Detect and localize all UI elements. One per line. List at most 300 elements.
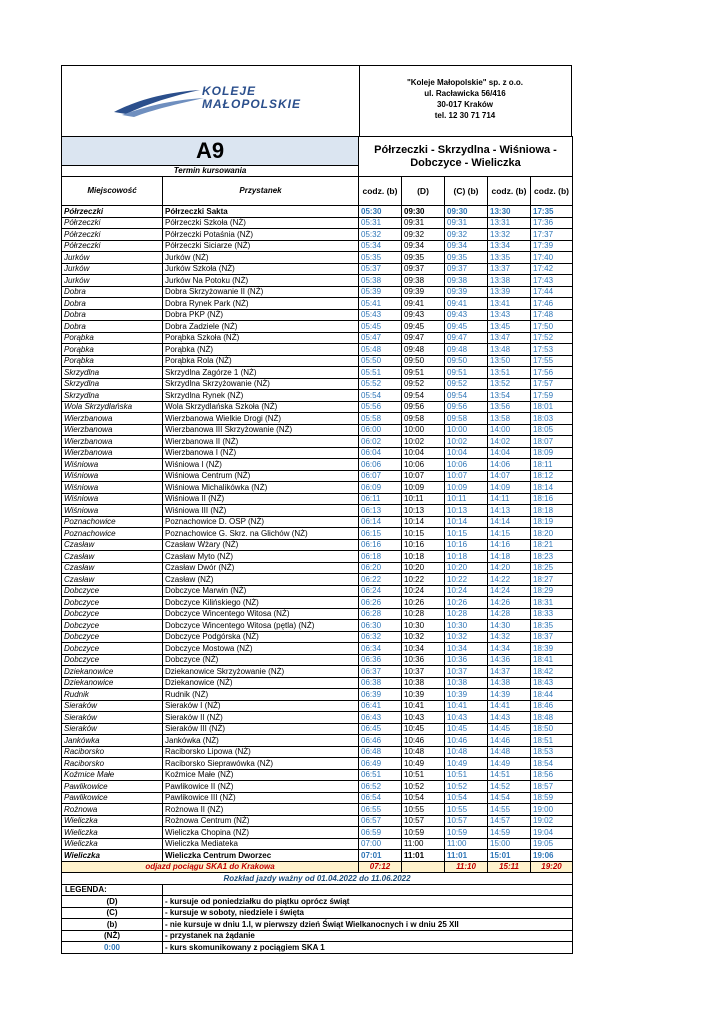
stop-cell: Wierzbanowa III Skrzyżowanie (NŻ)	[163, 424, 359, 436]
time-cell: 13:45	[488, 321, 531, 333]
stop-cell: Rożnowa Centrum (NŻ)	[163, 815, 359, 827]
time-cell: 18:25	[531, 562, 573, 574]
place-cell: Sieraków	[62, 700, 163, 712]
stop-cell: Raciborsko Lipowa (NŻ)	[163, 746, 359, 758]
table-row	[62, 309, 573, 321]
time-cell: 06:38	[359, 677, 402, 689]
place-cell: Wierzbanowa	[62, 447, 163, 459]
time-cell: 10:55	[402, 804, 445, 816]
time-cell: 17:43	[531, 275, 573, 287]
time-cell: 07:00	[359, 838, 402, 850]
time-cell: 10:28	[402, 608, 445, 620]
place-cell: Dziekanowice	[62, 666, 163, 678]
table-row	[62, 758, 573, 770]
time-cell: 14:14	[488, 516, 531, 528]
time-cell: 10:26	[445, 597, 488, 609]
time-cell: 18:27	[531, 574, 573, 586]
stop-cell: Dobczyce (NŻ)	[163, 654, 359, 666]
time-cell: 05:30	[359, 206, 402, 218]
time-cell: 10:46	[402, 735, 445, 747]
route-title: Półrzeczki - Skrzydlna - Wiśniowa - Dobczyce - Wieliczka	[359, 137, 573, 177]
time-cell: 10:46	[445, 735, 488, 747]
time-cell: 10:22	[445, 574, 488, 586]
time-cell: 06:11	[359, 493, 402, 505]
stop-cell: Porąbka Rola (NŻ)	[163, 355, 359, 367]
time-cell: 10:06	[445, 459, 488, 471]
table-row	[62, 413, 573, 425]
legend-desc: - nie kursuje w dniu 1.I, w pierwszy dzień Świąt Wielkanocnych i w dniu 25 XII	[163, 919, 573, 931]
ska-time: 11:10	[445, 861, 488, 873]
table-row	[62, 689, 573, 701]
place-cell: Dobczyce	[62, 585, 163, 597]
time-cell: 14:45	[488, 723, 531, 735]
time-cell: 09:52	[445, 378, 488, 390]
place-cell: Porąbka	[62, 355, 163, 367]
company-city: 30-017 Kraków	[436, 100, 494, 109]
time-cell: 17:56	[531, 367, 573, 379]
time-cell: 10:52	[445, 781, 488, 793]
place-cell: Wiśniowa	[62, 505, 163, 517]
time-cell: 10:48	[445, 746, 488, 758]
logo-text	[202, 85, 301, 111]
time-cell: 18:43	[531, 677, 573, 689]
place-cell: Czasław	[62, 539, 163, 551]
table-row	[62, 815, 573, 827]
time-cell: 18:29	[531, 585, 573, 597]
table-row	[62, 263, 573, 275]
table-row	[62, 769, 573, 781]
time-cell: 10:59	[402, 827, 445, 839]
stop-cell: Wiśniowa Centrum (NŻ)	[163, 470, 359, 482]
time-cell: 10:57	[445, 815, 488, 827]
header	[61, 65, 572, 136]
place-cell: Sieraków	[62, 723, 163, 735]
time-cell: 09:38	[445, 275, 488, 287]
time-cell: 09:30	[445, 206, 488, 218]
place-cell: Czasław	[62, 574, 163, 586]
place-cell: Dobra	[62, 286, 163, 298]
time-cell: 18:05	[531, 424, 573, 436]
time-cell: 17:37	[531, 229, 573, 241]
time-cell: 06:14	[359, 516, 402, 528]
stop-cell: Dobczyce Wincentego Witosa (NŻ)	[163, 608, 359, 620]
time-cell: 19:06	[531, 850, 573, 862]
time-cell: 09:47	[402, 332, 445, 344]
stop-cell: Sieraków III (NŻ)	[163, 723, 359, 735]
col-run-3: (C) (b)	[445, 177, 488, 206]
stop-cell: Skrzydlna Zagórze 1 (NŻ)	[163, 367, 359, 379]
time-cell: 14:18	[488, 551, 531, 563]
time-cell: 05:34	[359, 240, 402, 252]
table-row	[62, 286, 573, 298]
table-row	[62, 781, 573, 793]
time-cell: 10:36	[445, 654, 488, 666]
time-cell: 10:34	[445, 643, 488, 655]
time-cell: 10:43	[445, 712, 488, 724]
stop-cell: Półrzeczki Potaśnia (NŻ)	[163, 229, 359, 241]
time-cell: 18:01	[531, 401, 573, 413]
time-cell: 13:41	[488, 298, 531, 310]
legend-row	[62, 919, 573, 931]
time-cell: 10:00	[402, 424, 445, 436]
table-row	[62, 528, 573, 540]
stop-cell: Koźmice Małe (NŻ)	[163, 769, 359, 781]
time-cell: 18:35	[531, 620, 573, 632]
time-cell: 10:41	[445, 700, 488, 712]
stop-cell: Dobczyce Kilińskiego (NŻ)	[163, 597, 359, 609]
place-cell: Pawlikowice	[62, 792, 163, 804]
time-cell: 13:39	[488, 286, 531, 298]
time-cell: 14:02	[488, 436, 531, 448]
time-cell: 18:37	[531, 631, 573, 643]
legend-row	[62, 896, 573, 908]
table-row	[62, 505, 573, 517]
place-cell: Dobczyce	[62, 643, 163, 655]
table-row	[62, 654, 573, 666]
time-cell: 10:37	[445, 666, 488, 678]
time-cell: 10:38	[402, 677, 445, 689]
ska-time	[402, 861, 445, 873]
time-cell: 09:48	[402, 344, 445, 356]
legend-row	[62, 907, 573, 919]
logo	[62, 66, 360, 136]
time-cell: 18:42	[531, 666, 573, 678]
legend-key: (b)	[62, 919, 163, 931]
table-row	[62, 827, 573, 839]
time-cell: 05:41	[359, 298, 402, 310]
table-row	[62, 436, 573, 448]
legend-title-row	[62, 884, 573, 896]
time-cell: 05:50	[359, 355, 402, 367]
stop-cell: Czasław Dwór (NŻ)	[163, 562, 359, 574]
time-cell: 10:22	[402, 574, 445, 586]
legend-key: 0:00	[62, 942, 163, 954]
place-cell: Półrzeczki	[62, 217, 163, 229]
time-cell: 14:39	[488, 689, 531, 701]
time-cell: 09:39	[445, 286, 488, 298]
time-cell: 06:24	[359, 585, 402, 597]
table-row	[62, 470, 573, 482]
time-cell: 18:56	[531, 769, 573, 781]
time-cell: 10:57	[402, 815, 445, 827]
time-cell: 10:30	[402, 620, 445, 632]
time-cell: 17:39	[531, 240, 573, 252]
time-cell: 10:04	[445, 447, 488, 459]
time-cell: 10:49	[402, 758, 445, 770]
time-cell: 14:04	[488, 447, 531, 459]
time-cell: 14:59	[488, 827, 531, 839]
time-cell: 06:39	[359, 689, 402, 701]
place-cell: Koźmice Małe	[62, 769, 163, 781]
place-cell: Jurków	[62, 252, 163, 264]
time-cell: 05:43	[359, 309, 402, 321]
time-cell: 11:00	[445, 838, 488, 850]
time-cell: 14:11	[488, 493, 531, 505]
table-row	[62, 217, 573, 229]
time-cell: 17:55	[531, 355, 573, 367]
stop-cell: Dziekanowice (NŻ)	[163, 677, 359, 689]
time-cell: 13:37	[488, 263, 531, 275]
time-cell: 09:52	[402, 378, 445, 390]
col-stop: Przystanek	[163, 177, 359, 206]
table-row	[62, 677, 573, 689]
place-cell: Wieliczka	[62, 838, 163, 850]
table-row	[62, 240, 573, 252]
time-cell: 05:37	[359, 263, 402, 275]
time-cell: 06:34	[359, 643, 402, 655]
stop-cell: Poznachowice G. Skrz. na Glichów (NŻ)	[163, 528, 359, 540]
time-cell: 11:00	[402, 838, 445, 850]
time-cell: 18:09	[531, 447, 573, 459]
time-cell: 06:59	[359, 827, 402, 839]
stop-cell: Dobra Skrzyżowanie II (NŻ)	[163, 286, 359, 298]
time-cell: 09:56	[445, 401, 488, 413]
time-cell: 14:34	[488, 643, 531, 655]
stop-cell: Półrzeczki Szkoła (NŻ)	[163, 217, 359, 229]
time-cell: 18:33	[531, 608, 573, 620]
stop-cell: Dobczyce Marwin (NŻ)	[163, 585, 359, 597]
time-cell: 06:48	[359, 746, 402, 758]
time-cell: 06:22	[359, 574, 402, 586]
ska-label: odjazd pociągu SKA1 do Krakowa	[62, 861, 359, 873]
place-cell: Półrzeczki	[62, 229, 163, 241]
time-cell: 06:32	[359, 631, 402, 643]
time-cell: 07:01	[359, 850, 402, 862]
logo-line2: MAŁOPOLSKIE	[202, 97, 302, 111]
stop-cell: Dobra Zadziele (NŻ)	[163, 321, 359, 333]
table-row	[62, 585, 573, 597]
time-cell: 19:04	[531, 827, 573, 839]
time-cell: 09:43	[402, 309, 445, 321]
time-cell: 10:11	[445, 493, 488, 505]
time-cell: 09:47	[445, 332, 488, 344]
place-cell: Półrzeczki	[62, 206, 163, 218]
time-cell: 05:51	[359, 367, 402, 379]
stop-cell: Dobczyce Mostowa (NŻ)	[163, 643, 359, 655]
time-cell: 10:26	[402, 597, 445, 609]
place-cell: Półrzeczki	[62, 240, 163, 252]
table-row	[62, 367, 573, 379]
time-cell: 09:32	[402, 229, 445, 241]
time-cell: 10:39	[402, 689, 445, 701]
time-cell: 10:14	[402, 516, 445, 528]
time-cell: 06:20	[359, 562, 402, 574]
stop-cell: Porąbka Szkoła (NŻ)	[163, 332, 359, 344]
termin-label: Termin kursowania	[62, 166, 359, 177]
time-cell: 14:28	[488, 608, 531, 620]
time-cell: 18:20	[531, 528, 573, 540]
table-row	[62, 355, 573, 367]
stop-cell: Półrzeczki Siciarze (NŻ)	[163, 240, 359, 252]
ska-time: 19:20	[531, 861, 573, 873]
place-cell: Dobczyce	[62, 654, 163, 666]
time-cell: 06:49	[359, 758, 402, 770]
time-cell: 10:24	[402, 585, 445, 597]
time-cell: 10:20	[445, 562, 488, 574]
stop-cell: Rożnowa II (NŻ)	[163, 804, 359, 816]
time-cell: 10:02	[402, 436, 445, 448]
time-cell: 06:18	[359, 551, 402, 563]
table-row	[62, 298, 573, 310]
company-name: "Koleje Małopolskie" sp. z o.o.	[406, 78, 524, 87]
legend-row	[62, 930, 573, 942]
table-row	[62, 562, 573, 574]
table-row	[62, 459, 573, 471]
time-cell: 06:26	[359, 597, 402, 609]
time-cell: 06:09	[359, 482, 402, 494]
time-cell: 10:06	[402, 459, 445, 471]
stop-cell: Półrzeczki Sakta	[163, 206, 359, 218]
table-row	[62, 712, 573, 724]
time-cell: 10:24	[445, 585, 488, 597]
time-cell: 09:37	[445, 263, 488, 275]
place-cell: Wiśniowa	[62, 470, 163, 482]
time-cell: 05:47	[359, 332, 402, 344]
time-cell: 06:41	[359, 700, 402, 712]
place-cell: Wierzbanowa	[62, 436, 163, 448]
legend-rows	[62, 896, 573, 954]
company-info	[359, 66, 571, 136]
place-cell: Dobra	[62, 309, 163, 321]
stop-cell: Jurków Szkoła (NŻ)	[163, 263, 359, 275]
stop-cell: Porąbka (NŻ)	[163, 344, 359, 356]
place-cell: Raciborsko	[62, 758, 163, 770]
stop-cell: Czasław Myto (NŻ)	[163, 551, 359, 563]
time-cell: 14:46	[488, 735, 531, 747]
time-cell: 10:52	[402, 781, 445, 793]
table-row	[62, 735, 573, 747]
legend-title-filler	[163, 884, 573, 896]
timetable	[61, 136, 573, 954]
stop-cell: Pawlikowice II (NŻ)	[163, 781, 359, 793]
time-cell: 05:32	[359, 229, 402, 241]
time-cell: 09:32	[445, 229, 488, 241]
time-cell: 10:04	[402, 447, 445, 459]
time-cell: 14:09	[488, 482, 531, 494]
time-cell: 10:09	[402, 482, 445, 494]
place-cell: Skrzydlna	[62, 378, 163, 390]
table-row	[62, 746, 573, 758]
time-cell: 14:54	[488, 792, 531, 804]
time-cell: 09:51	[402, 367, 445, 379]
time-cell: 17:40	[531, 252, 573, 264]
time-cell: 14:15	[488, 528, 531, 540]
time-cell: 10:02	[445, 436, 488, 448]
time-cell: 10:00	[445, 424, 488, 436]
time-cell: 06:30	[359, 620, 402, 632]
time-cell: 10:16	[402, 539, 445, 551]
time-cell: 09:50	[402, 355, 445, 367]
time-cell: 06:02	[359, 436, 402, 448]
time-cell: 06:55	[359, 804, 402, 816]
time-cell: 06:52	[359, 781, 402, 793]
col-run-2: (D)	[402, 177, 445, 206]
place-cell: Jurków	[62, 263, 163, 275]
place-cell: Jurków	[62, 275, 163, 287]
time-cell: 09:31	[402, 217, 445, 229]
place-cell: Dobczyce	[62, 608, 163, 620]
time-cell: 09:54	[445, 390, 488, 402]
time-cell: 10:09	[445, 482, 488, 494]
stop-cell: Wieliczka Chopina (NŻ)	[163, 827, 359, 839]
time-cell: 14:00	[488, 424, 531, 436]
time-cell: 13:51	[488, 367, 531, 379]
time-cell: 10:15	[402, 528, 445, 540]
time-cell: 05:48	[359, 344, 402, 356]
time-cell: 10:45	[445, 723, 488, 735]
timetable-sheet	[61, 65, 572, 954]
time-cell: 18:53	[531, 746, 573, 758]
stop-cell: Jurków Na Potoku (NŻ)	[163, 275, 359, 287]
stop-rows	[62, 206, 573, 862]
time-cell: 09:58	[445, 413, 488, 425]
time-cell: 14:57	[488, 815, 531, 827]
table-row	[62, 551, 573, 563]
time-cell: 10:13	[445, 505, 488, 517]
time-cell: 17:53	[531, 344, 573, 356]
ska-departure-row	[62, 861, 573, 873]
time-cell: 14:36	[488, 654, 531, 666]
time-cell: 14:41	[488, 700, 531, 712]
legend-key: (C)	[62, 907, 163, 919]
time-cell: 14:55	[488, 804, 531, 816]
time-cell: 09:58	[402, 413, 445, 425]
time-cell: 13:30	[488, 206, 531, 218]
place-cell: Wieliczka	[62, 815, 163, 827]
time-cell: 05:45	[359, 321, 402, 333]
time-cell: 19:00	[531, 804, 573, 816]
col-run-1: codz. (b)	[359, 177, 402, 206]
time-cell: 14:24	[488, 585, 531, 597]
time-cell: 09:30	[402, 206, 445, 218]
time-cell: 17:44	[531, 286, 573, 298]
stop-cell: Jankówka (NŻ)	[163, 735, 359, 747]
time-cell: 18:50	[531, 723, 573, 735]
time-cell: 09:45	[402, 321, 445, 333]
time-cell: 10:07	[402, 470, 445, 482]
time-cell: 18:44	[531, 689, 573, 701]
time-cell: 10:54	[402, 792, 445, 804]
time-cell: 13:56	[488, 401, 531, 413]
legend-desc: - kursuje od poniedziałku do piątku oprócz świąt	[163, 896, 573, 908]
time-cell: 06:15	[359, 528, 402, 540]
company-street: ul. Racławicka 56/416	[424, 89, 506, 98]
place-cell: Sieraków	[62, 712, 163, 724]
place-cell: Skrzydlna	[62, 390, 163, 402]
time-cell: 10:30	[445, 620, 488, 632]
company-phone: tel. 12 30 71 714	[434, 111, 496, 120]
table-row	[62, 850, 573, 862]
time-cell: 09:35	[402, 252, 445, 264]
time-cell: 13:38	[488, 275, 531, 287]
logo-swoosh-icon	[112, 82, 207, 118]
table-row	[62, 493, 573, 505]
place-cell: Wola Skrzydlańska	[62, 401, 163, 413]
table-row	[62, 620, 573, 632]
table-row	[62, 792, 573, 804]
time-cell: 15:00	[488, 838, 531, 850]
time-cell: 14:22	[488, 574, 531, 586]
stop-cell: Skrzydlna Rynek (NŻ)	[163, 390, 359, 402]
time-cell: 09:45	[445, 321, 488, 333]
time-cell: 10:39	[445, 689, 488, 701]
stop-cell: Wieliczka Mediateka	[163, 838, 359, 850]
time-cell: 06:06	[359, 459, 402, 471]
time-cell: 10:32	[402, 631, 445, 643]
table-row	[62, 321, 573, 333]
time-cell: 14:38	[488, 677, 531, 689]
time-cell: 17:57	[531, 378, 573, 390]
